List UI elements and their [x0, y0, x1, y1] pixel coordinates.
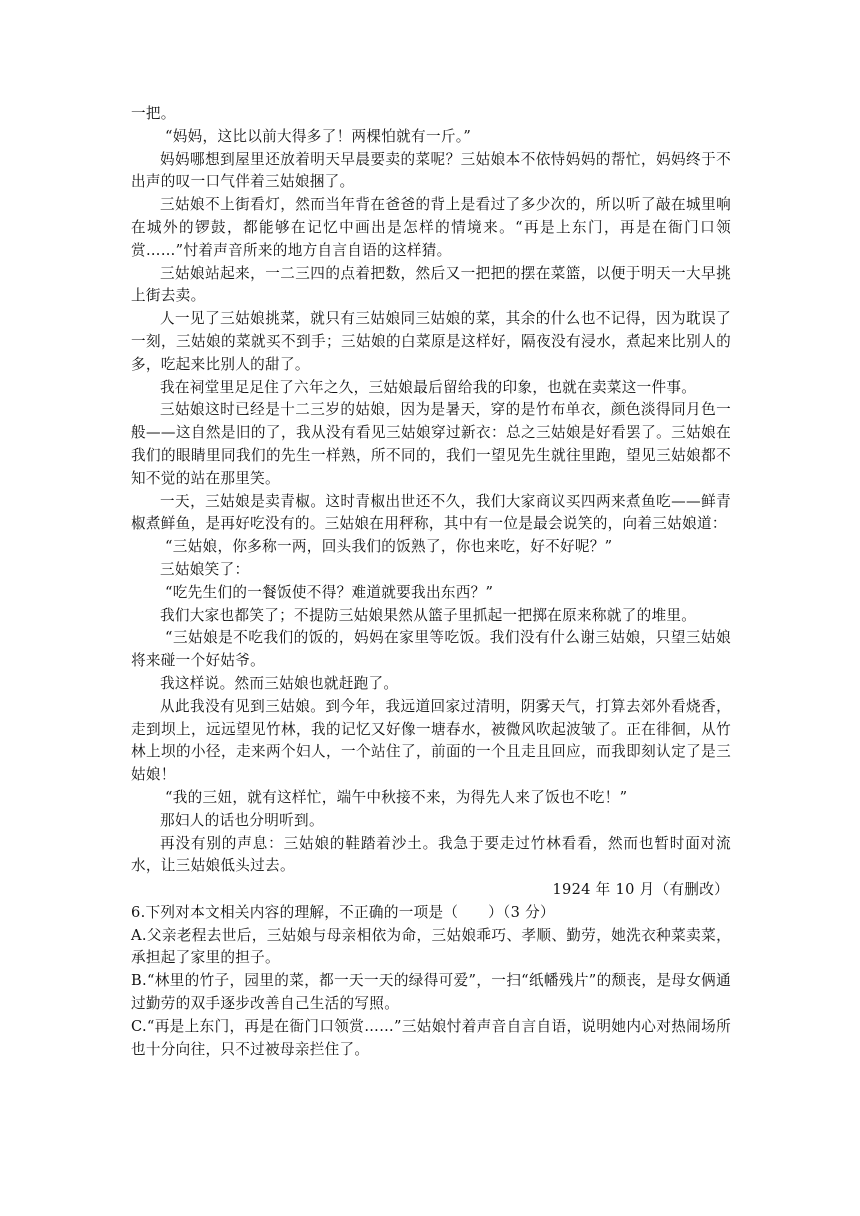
option-b: B.“林里的竹子，园里的菜，都一天一天的绿得可爱”，一扫“纸幡残片”的颓丧，是母女俩通过勤劳的双手逐步改善自己生活的写照。 — [131, 972, 731, 1013]
question-stem: 6.下列对本文相关内容的理解，不正确的一项是（ ）（3 分） — [131, 903, 555, 921]
paragraph: 那妇人的话也分明听到。 — [160, 811, 324, 829]
paragraph: 三姑娘这时已经是十二三岁的姑娘，因为是暑天，穿的是竹布单衣，颜色淡得同月色一般——这自然是旧的了，我从没有看见三姑娘穿过新衣：总之三姑娘是好看罢了。三姑娘在我们的眼睛里同我们的先生一样熟，所不同的，我们一望见先生就往里跑，望见三姑娘都不知不觉的站在那里笑。 — [131, 401, 731, 487]
paragraph: “三姑娘，你多称一两，回头我们的饭熟了，你也来吃，好不好呢？” — [165, 538, 613, 556]
paragraph: 妈妈哪想到屋里还放着明天早晨要卖的菜呢？三姑娘本不依恃妈妈的帮忙，妈妈终于不出声的叹一口气伴着三姑娘捆了。 — [131, 150, 731, 191]
paragraph: 我这样说。然而三姑娘也就赶跑了。 — [160, 674, 399, 692]
paragraph: 三姑娘笑了： — [160, 560, 250, 578]
paragraph: 一把。 — [131, 105, 176, 122]
paragraph: 我们大家也都笑了；不提防三姑娘果然从篮子里抓起一把掷在原来称就了的堆里。 — [160, 606, 697, 624]
paragraph: 三姑娘站起来，一二三四的点着把数，然后又一把把的摆在菜篮，以便于明天一大早挑上街去卖。 — [131, 264, 731, 305]
option-c: C.“再是上东门，再是在衙门口领赏……”三姑娘忖着声音自言自语，说明她内心对热闹场所也十分向往，只不过被母亲拦住了。 — [131, 1017, 731, 1058]
paragraph: “妈妈，这比以前大得多了！两棵怕就有一斤。” — [165, 127, 472, 145]
paragraph: “我的三妞，就有这样忙，端午中秋接不来，为得先人来了饭也不吃！” — [165, 788, 628, 806]
paragraph: 人一见了三姑娘挑菜，就只有三姑娘同三姑娘的菜，其余的什么也不记得，因为耽误了一刻，三姑娘的菜就买不到手；三姑娘的白菜原是这样好，隔夜没有浸水，煮起来比别人的多，吃起来比别人的甜了。 — [131, 310, 731, 373]
paragraph: 三姑娘不上街看灯，然而当年背在爸爸的背上是看过了多少次的，所以听了敲在城里响在城外的锣鼓，都能够在记忆中画出是怎样的情境来。“再是上东门，再是在衙门口领赏……”忖着声音所来的地方自言自语的这样猜。 — [131, 196, 731, 259]
question-6 — [131, 902, 731, 1062]
paragraph: 我在祠堂里足足住了六年之久，三姑娘最后留给我的印象，也就在卖菜这一件事。 — [160, 378, 697, 396]
paragraph: 一天，三姑娘是卖青椒。这时青椒出世还不久，我们大家商议买四两来煮鱼吃——鲜青椒煮鲜鱼，是再好吃没有的。三姑娘在用秤称，其中有一位是最会说笑的，向着三姑娘道： — [131, 492, 731, 533]
paragraph: 从此我没有见到三姑娘。到今年，我远道回家过清明，阴雾天气，打算去郊外看烧香，走到坝上，远远望见竹林，我的记忆又好像一塘春水，被微风吹起波皱了。正在徘徊，从竹林上坝的小径，走来两个妇人，一个站住了，前面的一个且走且回应，而我即刻认定了是三姑娘！ — [131, 697, 731, 784]
paragraph: 再没有别的声息：三姑娘的鞋踏着沙土。我急于要走过竹林看看，然而也暂时面对流水，让三姑娘低头过去。 — [131, 834, 731, 875]
date-note: 1924 年 10 月（有删改） — [552, 881, 729, 899]
paragraph: “吃先生们的一餐饭使不得？难道就要我出东西？” — [165, 583, 494, 601]
document-body — [131, 103, 731, 1061]
option-a: A.父亲老程去世后，三姑娘与母亲相依为命，三姑娘乖巧、孝顺、勤劳，她洗衣种菜卖菜，承担起了家里的担子。 — [131, 926, 731, 967]
paragraph: “三姑娘是不吃我们的饭的，妈妈在家里等吃饭。我们没有什么谢三姑娘，只望三姑娘将来碰一个好姑爷。 — [131, 629, 731, 670]
